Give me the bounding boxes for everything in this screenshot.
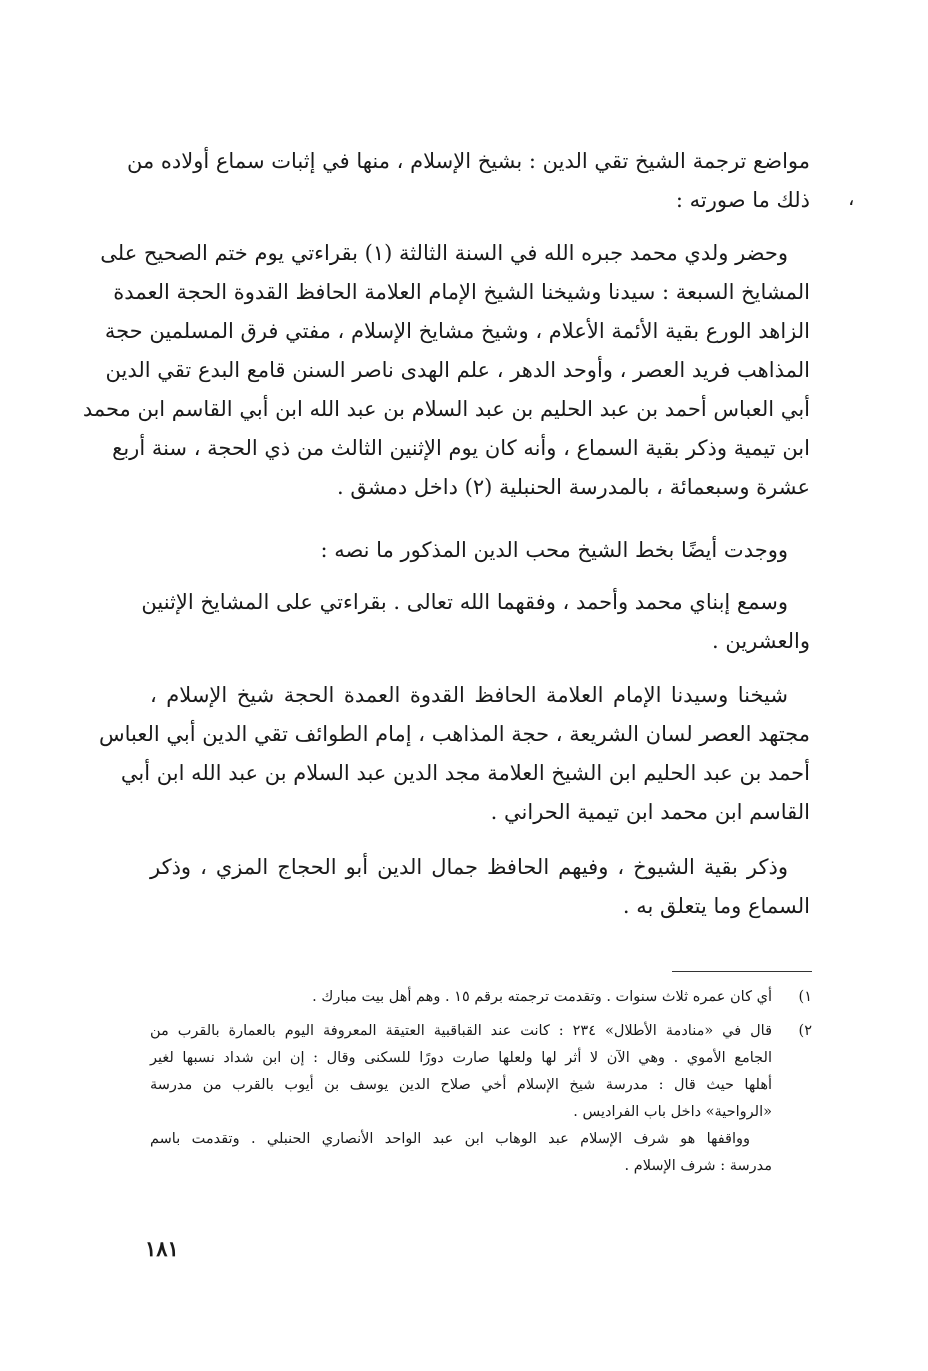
paragraph-remaining-sheikhs bbox=[150, 848, 810, 926]
footnotes bbox=[150, 984, 812, 1180]
paragraph-sheikh-titles bbox=[99, 676, 810, 832]
footnote-text: أي كان عمره ثلاث سنوات . وتقدمت ترجمته برقم ١٥ . وهم أهل بيت مبارك . bbox=[312, 989, 772, 1005]
stray-mark: ، bbox=[848, 186, 855, 210]
footnote-2 bbox=[150, 1018, 812, 1045]
paragraph-intro bbox=[127, 142, 810, 220]
paragraph-sons-heard bbox=[141, 583, 810, 661]
footnote-text: وواقفها هو شرف الإسلام عبد الوهاب ابن عبد الواحد الأنصاري الحنبلي . وتقدمت باسم bbox=[150, 1131, 750, 1147]
footnote-text: أهلها حيث قال : مدرسة شيخ الإسلام أخي صلاح الدين يوسف بن أيوب بالقرب من مدرسة bbox=[150, 1077, 772, 1093]
footnote-text: مدرسة : شرف الإسلام . bbox=[624, 1158, 772, 1174]
footnote-1 bbox=[150, 984, 812, 1011]
paragraph-line: أبي العباس أحمد بن عبد الحليم بن عبد السلام بن عبد الله ابن أبي القاسم ابن محمد bbox=[82, 397, 810, 421]
footnote-divider bbox=[672, 971, 812, 972]
paragraph-line: الزاهد الورع بقية الأئمة الأعلام ، وشيخ مشايخ الإسلام ، مفتي فرق المسلمين حجة bbox=[104, 319, 810, 343]
footnote-text: قال في «منادمة الأطلال» ٢٣٤ : كانت عند القباقبية العتيقة المعروفة اليوم بالعمارة بالقرب من bbox=[150, 1023, 772, 1039]
footnote-number: ١) bbox=[798, 989, 812, 1005]
paragraph-line: المذاهب فريد العصر ، وأوحد الدهر ، علم الهدى ناصر السنن قامع البدع تقي الدين bbox=[105, 358, 810, 382]
paragraph-line: مجتهد العصر لسان الشريعة ، حجة المذاهب ، إمام الطوائف تقي الدين أبي العباس bbox=[99, 722, 810, 746]
paragraph-line: المشايخ السبعة : سيدنا وشيخنا الشيخ الإمام العلامة الحافظ القدوة الحجة العمدة bbox=[113, 280, 810, 304]
footnote-number: ٢) bbox=[798, 1023, 812, 1039]
paragraph-line: وسمع إبناي محمد وأحمد ، وفقهما الله تعالى . بقراءتي على المشايخ الإثنين bbox=[141, 590, 788, 614]
paragraph-attendance-record bbox=[82, 234, 810, 507]
paragraph-line: السماع وما يتعلق به . bbox=[622, 894, 810, 918]
paragraph-line: عشرة وسبعمائة ، بالمدرسة الحنبلية (٢) داخل دمشق . bbox=[337, 475, 810, 499]
page-number: ١٨١ bbox=[145, 1236, 179, 1261]
paragraph-line: مواضع ترجمة الشيخ تقي الدين : بشيخ الإسلام ، منها في إثبات سماع أولاده من bbox=[127, 149, 810, 173]
paragraph-line: والعشرين . bbox=[711, 629, 810, 653]
paragraph-line: ذلك ما صورته : bbox=[675, 188, 810, 212]
footnote-text: «الرواحية» داخل باب الفراديس . bbox=[573, 1104, 772, 1120]
paragraph-line: وذكر بقية الشيوخ ، وفيهم الحافظ جمال الدين أبو الحجاج المزي ، وذكر bbox=[150, 855, 788, 879]
paragraph-found-note bbox=[150, 531, 810, 570]
paragraph-line: أحمد بن عبد الحليم ابن الشيخ العلامة مجد الدين عبد السلام بن عبد الله ابن أبي bbox=[120, 761, 810, 785]
footnote-text: الجامع الأموي . وهي الآن لا أثر لها ولعلها صارت دورًا للسكنى وقال : إن ابن شداد نسبها لغير bbox=[150, 1050, 772, 1066]
paragraph-line: ابن تيمية وذكر بقية السماع ، وأنه كان يوم الإثنين الثالث من ذي الحجة ، سنة أربع bbox=[112, 436, 810, 460]
paragraph-line: شيخنا وسيدنا الإمام العلامة الحافظ القدوة العمدة الحجة شيخ الإسلام ، bbox=[150, 683, 788, 707]
paragraph-line: وحضر ولدي محمد جبره الله في السنة الثالثة (١) بقراءتي يوم ختم الصحيح على bbox=[100, 241, 788, 265]
paragraph-line: القاسم ابن محمد ابن تيمية الحراني . bbox=[490, 800, 810, 824]
paragraph-line: ووجدت أيضًا بخط الشيخ محب الدين المذكور ما نصه : bbox=[320, 538, 788, 562]
